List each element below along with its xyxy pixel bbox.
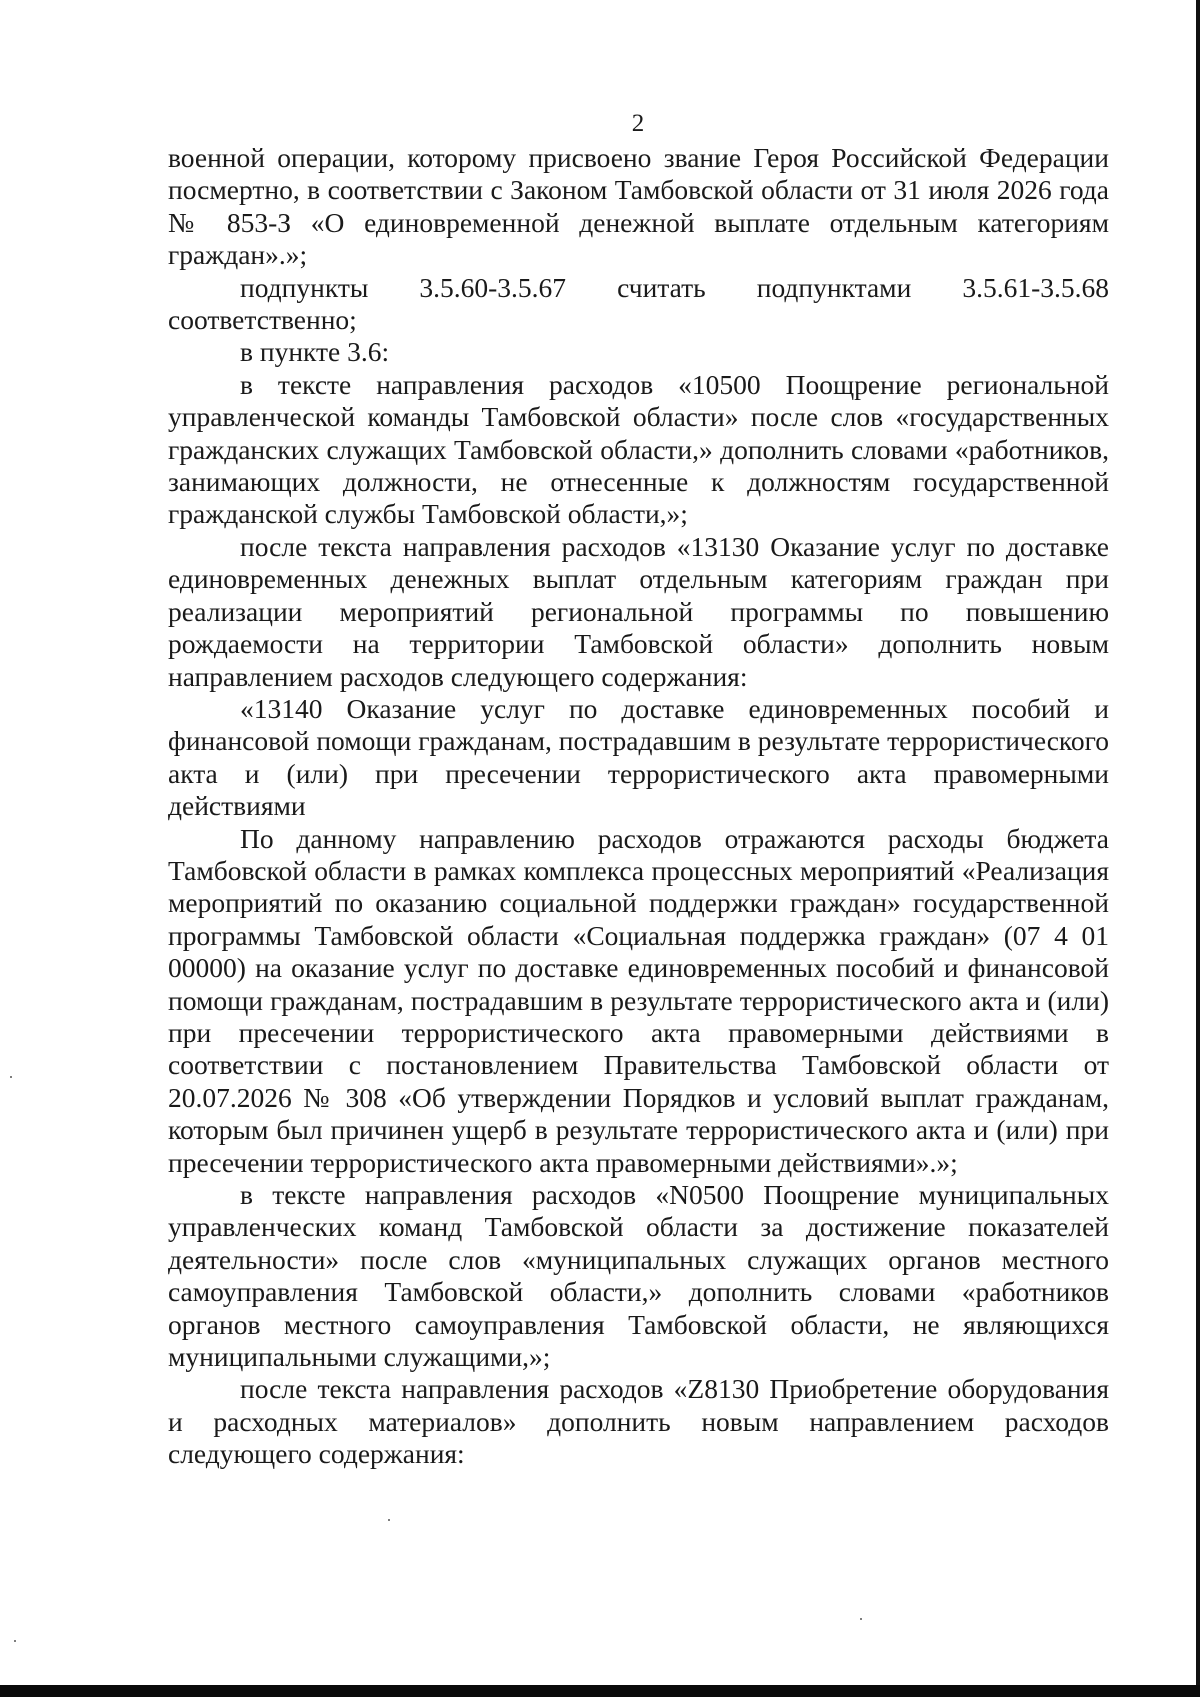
scan-speck bbox=[10, 1076, 12, 1078]
paragraph-1: военной операции, которому присвоено звание Героя Российской Федерации посмертно, в соответствии с Законом Тамбовской области от 31 июля 2026 года № 853-З «О единовременной денежной выплате отдельным категориям граждан».»; bbox=[168, 142, 1109, 271]
paragraph-10: после текста направления расходов «Z8130 Приобретение оборудования и расходных материалов» дополнить новым направлением расходов следующего содержания: bbox=[168, 1373, 1109, 1470]
scan-speck bbox=[860, 1618, 862, 1620]
paragraph-8: По данному направлению расходов отражаются расходы бюджета Тамбовской области в рамках комплекса процессных мероприятий «Реализация мероприятий по оказанию социальной поддержки граждан» государственной программы Тамбовской области «Социальная поддержка граждан» (07 4 01 00000) на оказание услуг по доставке единовременных пособий и финансовой помощи гражданам, пострадавшим в результате террористического акта и (или) при пресечении террористического акта правомерными действиями в соответствии с постановлением Правительства Тамбовской области от 20.07.2026 № 308 «Об утверждении Порядков и условий выплат гражданам, которым был причинен ущерб в результате террористического акта и (или) при пресечении террористического акта правомерными действиями».»; bbox=[168, 822, 1109, 1178]
paragraph-7: «13140 Оказание услуг по доставке единовременных пособий и финансовой помощи гражданам, пострадавшим в результате террористического акта и (или) при пресечении террористического акта правомерными действиями bbox=[168, 692, 1109, 822]
document-body bbox=[168, 142, 1109, 1471]
page-number: 2 bbox=[631, 110, 645, 137]
scan-edge-bottom bbox=[0, 1685, 1200, 1697]
paragraph-2: подпункты 3.5.60-3.5.67 считать подпунктами 3.5.61-3.5.68 bbox=[240, 271, 1109, 303]
paragraph-3: соответственно; bbox=[168, 304, 357, 336]
paragraph-6: после текста направления расходов «13130 Оказание услуг по доставке единовременных денежных выплат отдельным категориям граждан при реализации мероприятий региональной программы по повышению рождаемости на территории Тамбовской области» дополнить новым направлением расходов следующего содержания: bbox=[168, 530, 1109, 692]
paragraph-4: в пункте 3.6: bbox=[240, 336, 390, 368]
scan-speck bbox=[388, 1519, 390, 1521]
scan-speck bbox=[14, 1640, 16, 1642]
scan-edge-right bbox=[1196, 0, 1200, 1697]
paragraph-5: в тексте направления расходов «10500 Поощрение региональной управленческой команды Тамбовской области» после слов «государственных гражданских служащих Тамбовской области,» дополнить словами «работников, занимающих должности, не отнесенные к должностям государственной гражданской службы Тамбовской области,»; bbox=[168, 368, 1109, 530]
paragraph-9: в тексте направления расходов «N0500 Поощрение муниципальных управленческих команд Тамбовской области за достижение показателей деятельности» после слов «муниципальных служащих органов местного самоуправления Тамбовской области,» дополнить словами «работников органов местного самоуправления Тамбовской области, не являющихся муниципальными служащими,»; bbox=[168, 1179, 1109, 1373]
